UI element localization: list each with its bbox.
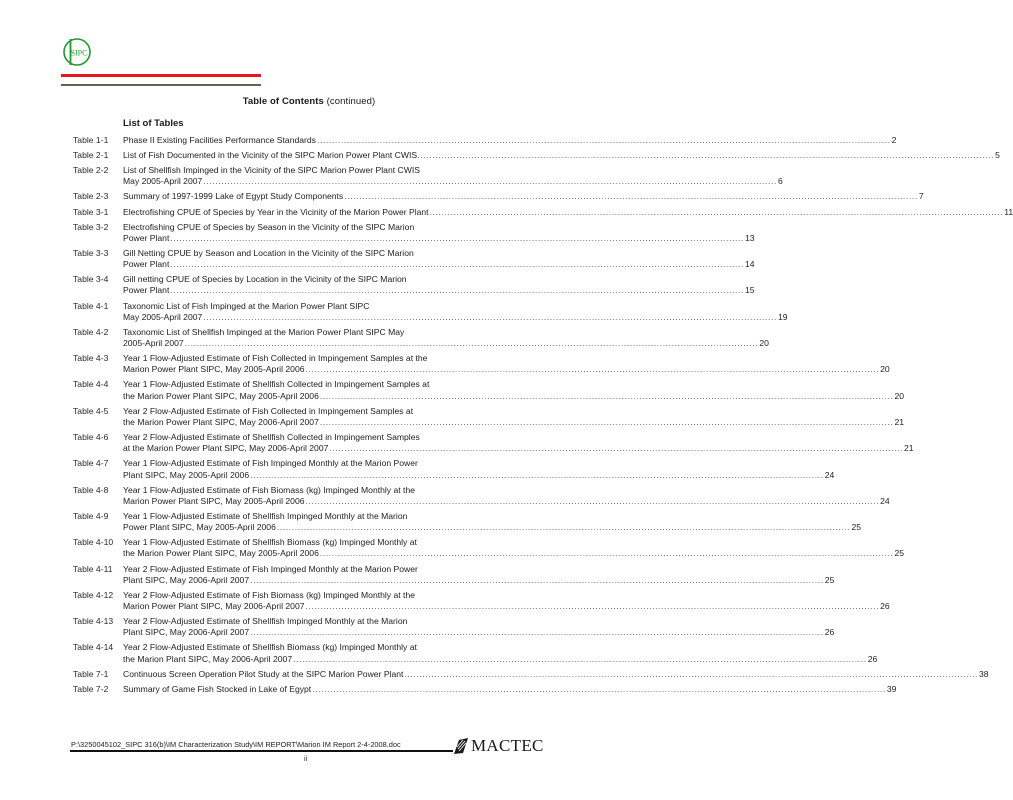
dot-leader (170, 285, 744, 296)
toc-entry-title: May 2005-April 2007 (123, 176, 203, 187)
toc-entry-page: 11 (1004, 206, 1013, 217)
toc-entry-line (123, 537, 904, 548)
toc-entry-title: Marion Power Plant SIPC, May 2005-April 2006 (123, 495, 305, 506)
toc-entry-title: Year 2 Flow-Adjusted Estimate of Shellfish Biomass (kg) Impinged Monthly at (123, 642, 417, 653)
toc-entry[interactable] (73, 150, 1000, 161)
toc-entry-page: 20 (880, 364, 890, 375)
toc-entry-title: Gill Netting CPUE by Season and Location in the Vicinity of the SIPC Marion (123, 247, 414, 258)
dot-leader (306, 364, 880, 375)
toc-entry-page: 24 (880, 495, 890, 506)
dot-leader (250, 575, 824, 586)
toc-entry[interactable] (73, 326, 769, 349)
toc-entry-title: Year 2 Flow-Adjusted Estimate of Fish Biomass (kg) Impinged Monthly at the (123, 589, 415, 600)
toc-entry[interactable] (73, 642, 878, 664)
toc-entry-line (123, 312, 788, 323)
toc-entry-number: Table 3-4 (73, 274, 109, 285)
toc-entry-title: the Marion Power Plant SIPC, May 2006-April 2007 (123, 416, 319, 427)
toc-entry-body (123, 537, 904, 559)
footer-file-path: P:\3250045102_SIPC 316(b)\IM Characterization Study\IM REPORT\Marion IM Report 2-4-2008.doc (71, 740, 401, 749)
page-title (0, 96, 618, 107)
toc-entry[interactable] (73, 247, 755, 270)
toc-entry-title: Plant SIPC, May 2006-April 2007 (123, 627, 250, 638)
toc-entry-number: Table 4-4 (73, 379, 109, 390)
toc-entry-title: Year 2 Flow-Adjusted Estimate of Shellfish Impinged Monthly at the Marion (123, 616, 408, 627)
toc-entry-body (123, 642, 877, 664)
toc-entry-line (123, 564, 834, 575)
toc-entry-number: Table 4-6 (73, 432, 109, 443)
toc-entry-page: 20 (894, 390, 905, 401)
sipc-logo (62, 37, 92, 67)
toc-entry[interactable] (73, 135, 897, 146)
footer-rule (70, 750, 453, 752)
toc-entry-body (123, 432, 914, 454)
dot-leader (312, 684, 886, 695)
toc-entry-line (123, 135, 896, 146)
list-of-tables-heading: List of Tables (123, 118, 184, 129)
toc-entry-line (123, 338, 769, 349)
toc-entry-title: at the Marion Power Plant SIPC, May 2006-April 2007 (123, 443, 329, 454)
toc-entry-body (123, 511, 861, 533)
dot-leader (404, 669, 978, 680)
toc-entry-line (123, 654, 877, 665)
toc-entry-number: Table 3-1 (73, 206, 109, 217)
dot-leader (250, 627, 824, 638)
dot-leader (320, 417, 894, 428)
dot-leader (293, 654, 867, 665)
page-title-main: Table of Contents (242, 96, 324, 107)
toc-entry[interactable] (73, 537, 905, 559)
toc-entry-line (123, 669, 989, 680)
toc-entry-title: May 2005-April 2007 (123, 311, 203, 322)
toc-entry-title: List of Fish Documented in the Vicinity of the SIPC Marion Power Plant CWIS. (123, 150, 420, 161)
toc-entry-body (123, 684, 896, 695)
dot-leader (344, 191, 918, 202)
dot-leader (320, 391, 894, 402)
toc-entry-title: Gill netting CPUE of Species by Location in the Vicinity of the SIPC Marion (123, 274, 407, 285)
toc-entry-page: 21 (894, 416, 905, 427)
toc-entry[interactable] (73, 353, 890, 375)
toc-entry-line (123, 432, 914, 443)
toc-entry[interactable] (73, 221, 755, 244)
toc-entry-page: 26 (867, 653, 878, 664)
toc-entry[interactable] (73, 589, 890, 612)
toc-entry-body (123, 222, 755, 244)
toc-entry-line (123, 301, 788, 312)
toc-entry-page: 39 (886, 683, 897, 694)
toc-entry-number: Table 4-2 (73, 326, 109, 337)
toc-entry-title: Summary of 1997-1999 Lake of Egypt Study Components (123, 191, 344, 202)
toc-entry-line (123, 616, 834, 627)
header-red-rule (61, 74, 261, 77)
toc-entry-title: Power Plant (123, 259, 170, 270)
toc-entry-title: Year 2 Flow-Adjusted Estimate of Fish Collected in Impingement Samples at (123, 405, 414, 416)
toc-entry-title: Plant SIPC, May 2005-April 2006 (123, 469, 250, 480)
toc-entry-number: Table 4-13 (73, 616, 114, 627)
toc-entry[interactable] (73, 191, 924, 202)
toc-entry-page: 15 (744, 285, 755, 296)
toc-entry-title: Continuous Screen Operation Pilot Study at the SIPC Marion Power Plant (123, 668, 404, 679)
toc-entry-line (123, 353, 890, 364)
toc-entry-page: 19 (777, 311, 788, 322)
mactec-wordmark: MACTEC (471, 736, 544, 755)
toc-entry-line (123, 406, 904, 417)
toc-entry-line (123, 364, 890, 375)
toc-entry[interactable] (73, 300, 788, 323)
toc-entry-title: Power Plant (123, 232, 170, 243)
toc-entry[interactable] (73, 563, 835, 586)
toc-entry-title: Year 1 Flow-Adjusted Estimate of Fish Impinged Monthly at the Marion Power (123, 458, 418, 469)
toc-entry-number: Table 3-3 (73, 247, 109, 258)
toc-entry[interactable] (73, 683, 897, 695)
toc-entry-title: the Marion Power Plant SIPC, May 2005-April 2006 (123, 548, 319, 559)
toc-entry-title: Taxonomic List of Fish Impinged at the Marion Power Plant SIPC (123, 300, 370, 311)
toc-entry-body (123, 150, 1000, 161)
toc-entry-body (123, 458, 834, 480)
toc-entry-number: Table 2-1 (73, 150, 109, 161)
dot-leader (277, 522, 851, 533)
toc-entry-line (123, 684, 896, 695)
dot-leader (306, 496, 880, 507)
toc-entry-body (123, 669, 989, 680)
toc-entry-number: Table 4-7 (73, 458, 109, 469)
toc-entry-number: Table 3-2 (73, 221, 109, 232)
toc-entry-line (123, 165, 783, 176)
toc-entry-line (123, 207, 1013, 218)
toc-entry-line (123, 590, 890, 601)
toc-entry-line (123, 470, 834, 481)
toc-entry-number: Table 2-3 (73, 191, 109, 202)
toc-entry-line (123, 458, 834, 469)
toc-entry-line (123, 642, 877, 653)
logo-text: SIPC (70, 48, 88, 58)
toc-entry-number: Table 7-1 (73, 668, 109, 679)
toc-entry-line (123, 233, 755, 244)
header-brown-rule (61, 84, 261, 86)
toc-entry-page: 6 (777, 176, 783, 187)
toc-entry-number: Table 4-10 (73, 537, 114, 548)
toc-entry-title: Year 1 Flow-Adjusted Estimate of Shellfish Biomass (kg) Impinged Monthly at (123, 537, 417, 548)
dot-leader (185, 338, 759, 349)
toc-entry-body (123, 406, 904, 428)
toc-entry-line (123, 522, 861, 533)
toc-entry-line (123, 274, 755, 285)
toc-entry-page: 21 (904, 443, 914, 454)
dot-leader (203, 312, 777, 323)
table-of-contents-list (73, 135, 1013, 699)
toc-entry-body (123, 207, 1013, 218)
dot-leader (320, 548, 894, 559)
toc-entry-title: Marion Power Plant SIPC, May 2005-April 2006 (123, 364, 305, 375)
toc-entry-title: Year 1 Flow-Adjusted Estimate of Fish Collected in Impingement Samples at the (123, 353, 428, 364)
toc-entry-page: 25 (824, 574, 835, 585)
toc-entry-body (123, 135, 896, 146)
toc-entry-number: Table 4-3 (73, 353, 109, 364)
dot-leader (317, 135, 891, 146)
toc-entry-number: Table 4-14 (73, 642, 114, 653)
toc-entry-title: Electrofishing CPUE of Species by Year in the Vicinity of the Marion Power Plant (123, 206, 429, 217)
dot-leader (420, 150, 994, 161)
toc-entry[interactable] (73, 432, 914, 454)
toc-entry[interactable] (73, 405, 905, 428)
toc-entry-body (123, 301, 788, 323)
toc-entry-page: 14 (744, 259, 755, 270)
toc-entry-page: 38 (979, 668, 989, 679)
toc-entry-line (123, 496, 890, 507)
toc-entry-number: Table 7-2 (73, 683, 109, 694)
toc-entry-number: Table 4-1 (73, 300, 109, 311)
toc-entry-title: the Marion Plant SIPC, May 2006-April 2007 (123, 653, 293, 664)
dot-leader (170, 233, 744, 244)
toc-entry-line (123, 222, 755, 233)
dot-leader (203, 176, 777, 187)
toc-entry-line (123, 575, 834, 586)
toc-entry-number: Table 2-2 (73, 165, 109, 176)
page-number: ii (304, 754, 308, 763)
toc-entry-line (123, 417, 904, 428)
toc-entry-title: Year 1 Flow-Adjusted Estimate of Shellfish Collected in Impingement Samples at (123, 379, 430, 390)
toc-entry-line (123, 248, 755, 259)
toc-entry-page: 13 (744, 232, 755, 243)
toc-entry-page: 26 (824, 627, 835, 638)
toc-entry-line (123, 511, 861, 522)
dot-leader (250, 470, 824, 481)
toc-entry[interactable] (73, 484, 890, 507)
toc-entry-body (123, 564, 834, 586)
dot-leader (430, 207, 1004, 218)
toc-entry[interactable] (73, 458, 835, 480)
toc-entry-title: Electrofishing CPUE of Species by Season in the Vicinity of the SIPC Marion (123, 221, 415, 232)
toc-entry-page: 2 (891, 135, 897, 145)
toc-entry-body (123, 327, 769, 349)
toc-entry-title: Taxonomic List of Shellfish Impinged at the Marion Power Plant SIPC May (123, 326, 405, 337)
toc-entry-line (123, 150, 1000, 161)
toc-entry-page: 20 (759, 338, 769, 349)
toc-entry-number: Table 4-12 (73, 589, 114, 600)
toc-entry-body (123, 485, 890, 507)
toc-entry-number: Table 4-5 (73, 405, 109, 416)
toc-entry-line (123, 601, 890, 612)
toc-entry-title: 2005-April 2007 (123, 338, 184, 349)
toc-entry-title: Marion Power Plant SIPC, May 2006-April 2007 (123, 601, 305, 612)
toc-entry-title: Year 2 Flow-Adjusted Estimate of Fish Impinged Monthly at the Marion Power (123, 563, 418, 574)
toc-entry-page: 24 (824, 469, 835, 480)
toc-entry-title: Year 1 Flow-Adjusted Estimate of Shellfish Impinged Monthly at the Marion (123, 510, 408, 521)
toc-entry-title: Power Plant (123, 285, 170, 296)
toc-entry-page: 25 (851, 522, 862, 533)
toc-entry-line (123, 259, 755, 270)
mactec-logo-mark-icon (453, 737, 469, 755)
toc-entry-body (123, 248, 755, 270)
toc-entry-title: the Marion Power Plant SIPC, May 2005-April 2006 (123, 390, 319, 401)
toc-entry-line (123, 191, 924, 202)
toc-entry[interactable] (73, 379, 905, 401)
toc-entry-line (123, 327, 769, 338)
toc-entry-title: Phase II Existing Facilities Performance Standards (123, 135, 316, 145)
toc-entry-number: Table 1-1 (73, 135, 109, 145)
mactec-logo (453, 736, 544, 756)
toc-entry-title: List of Shellfish Impinged in the Vicinity of the SIPC Marion Power Plant CWIS (123, 165, 420, 176)
toc-entry[interactable] (73, 668, 989, 680)
toc-entry-title: Plant SIPC, May 2006-April 2007 (123, 574, 250, 585)
toc-entry-line (123, 379, 904, 390)
toc-entry-body (123, 191, 924, 202)
dot-leader (306, 601, 880, 612)
dot-leader (170, 259, 744, 270)
toc-entry-line (123, 176, 783, 187)
toc-entry-title: Year 1 Flow-Adjusted Estimate of Fish Biomass (kg) Impinged Monthly at the (123, 484, 415, 495)
toc-entry-page: 5 (995, 150, 1000, 161)
page-title-suffix: (continued) (326, 96, 376, 107)
toc-entry[interactable] (73, 206, 1013, 218)
toc-entry-number: Table 4-9 (73, 510, 109, 521)
toc-entry-number: Table 4-8 (73, 484, 109, 495)
toc-entry-line (123, 548, 904, 559)
toc-entry-line (123, 485, 890, 496)
dot-leader (329, 443, 903, 454)
toc-entry-body (123, 379, 904, 401)
toc-entry[interactable] (73, 165, 783, 187)
toc-entry-body (123, 274, 755, 296)
toc-entry[interactable] (73, 274, 755, 296)
toc-entry-title: Power Plant SIPC, May 2005-April 2006 (123, 522, 276, 533)
toc-entry-line (123, 627, 834, 638)
toc-entry-line (123, 443, 914, 454)
toc-entry-page: 7 (918, 191, 924, 202)
toc-entry-line (123, 391, 904, 402)
toc-entry-body (123, 590, 890, 612)
toc-entry[interactable] (73, 616, 835, 638)
toc-entry-title: Year 2 Flow-Adjusted Estimate of Shellfish Collected in Impingement Samples (123, 432, 420, 443)
toc-entry[interactable] (73, 510, 862, 533)
toc-entry-number: Table 4-11 (73, 563, 113, 574)
toc-entry-line (123, 285, 755, 296)
toc-entry-body (123, 616, 834, 638)
toc-entry-body (123, 353, 890, 375)
toc-entry-page: 26 (880, 601, 890, 612)
toc-entry-title: Summary of Game Fish Stocked in Lake of Egypt (123, 683, 312, 694)
toc-entry-page: 25 (894, 548, 905, 559)
toc-entry-body (123, 165, 783, 187)
